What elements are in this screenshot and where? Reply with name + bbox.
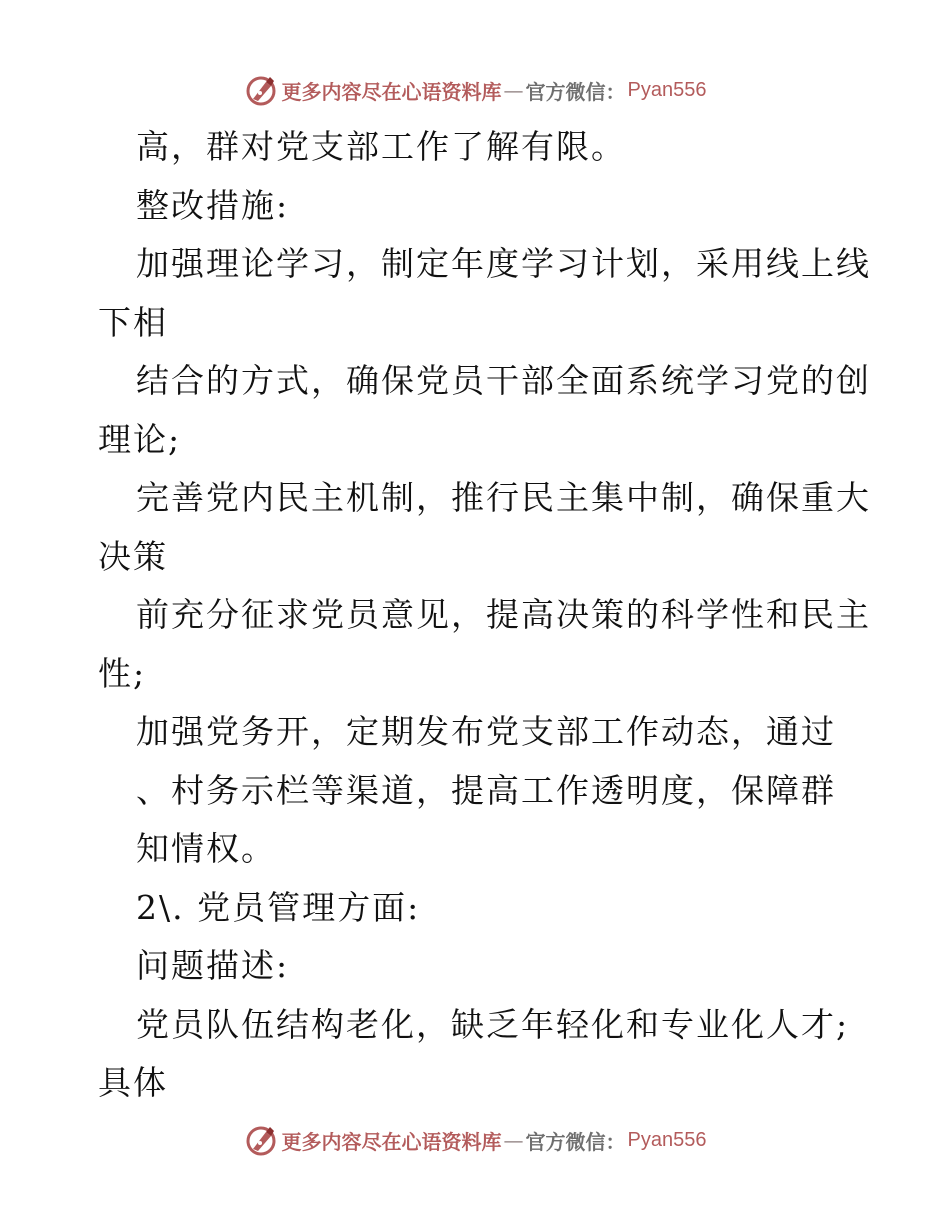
header-brand-text: 更多内容尽在心语资料库 [281, 79, 502, 104]
pen-nib-circle-logo-icon [244, 73, 278, 107]
footer-brand-text: 更多内容尽在心语资料库 [281, 1129, 502, 1154]
section-heading-rectification: 整改措施: [136, 185, 290, 225]
text-line: 完善党内民主机制，推行民主集中制，确保重大 [136, 478, 871, 517]
footer-banner [0, 1120, 950, 1160]
text-line: 知情权。 [136, 829, 276, 868]
section-heading-party-member-management: 2\. 党员管理方面: [136, 887, 421, 927]
document-body [98, 118, 898, 1113]
text-line: 前充分征求党员意见，提高决策的科学性和民主 [136, 595, 871, 634]
text-line: 结合的方式，确保党员干部全面系统学习党的创 [136, 361, 871, 400]
text-line: 党员队伍结构老化，缺乏年轻化和专业化人才; [136, 1004, 850, 1044]
text-line: 具体 [98, 1063, 168, 1102]
footer-wechat-id: Pyan556 [627, 1128, 707, 1151]
text-line: 加强理论学习，制定年度学习计划，采用线上线 [136, 244, 871, 283]
text-line: 性; [98, 653, 147, 693]
header-wechat-id: Pyan556 [627, 78, 707, 101]
text-line: 加强党务开，定期发布党支部工作动态，通过 [136, 712, 836, 751]
text-line: 下相 [98, 302, 168, 342]
text-line: 决策 [98, 536, 168, 576]
header-banner [0, 70, 950, 110]
text-line: 理论; [98, 419, 182, 459]
footer-wechat-label: 官方微信： [525, 1129, 626, 1154]
header-separator: — [503, 78, 524, 102]
section-heading-problem-description: 问题描述: [136, 946, 290, 985]
pen-nib-circle-logo-icon [244, 1123, 278, 1157]
text-line: 、村务示栏等渠道，提高工作透明度，保障群 [136, 770, 836, 810]
header-wechat-label: 官方微信： [525, 79, 626, 104]
text-line: 高，群对党支部工作了解有限。 [136, 127, 626, 166]
footer-separator: — [503, 1128, 524, 1152]
